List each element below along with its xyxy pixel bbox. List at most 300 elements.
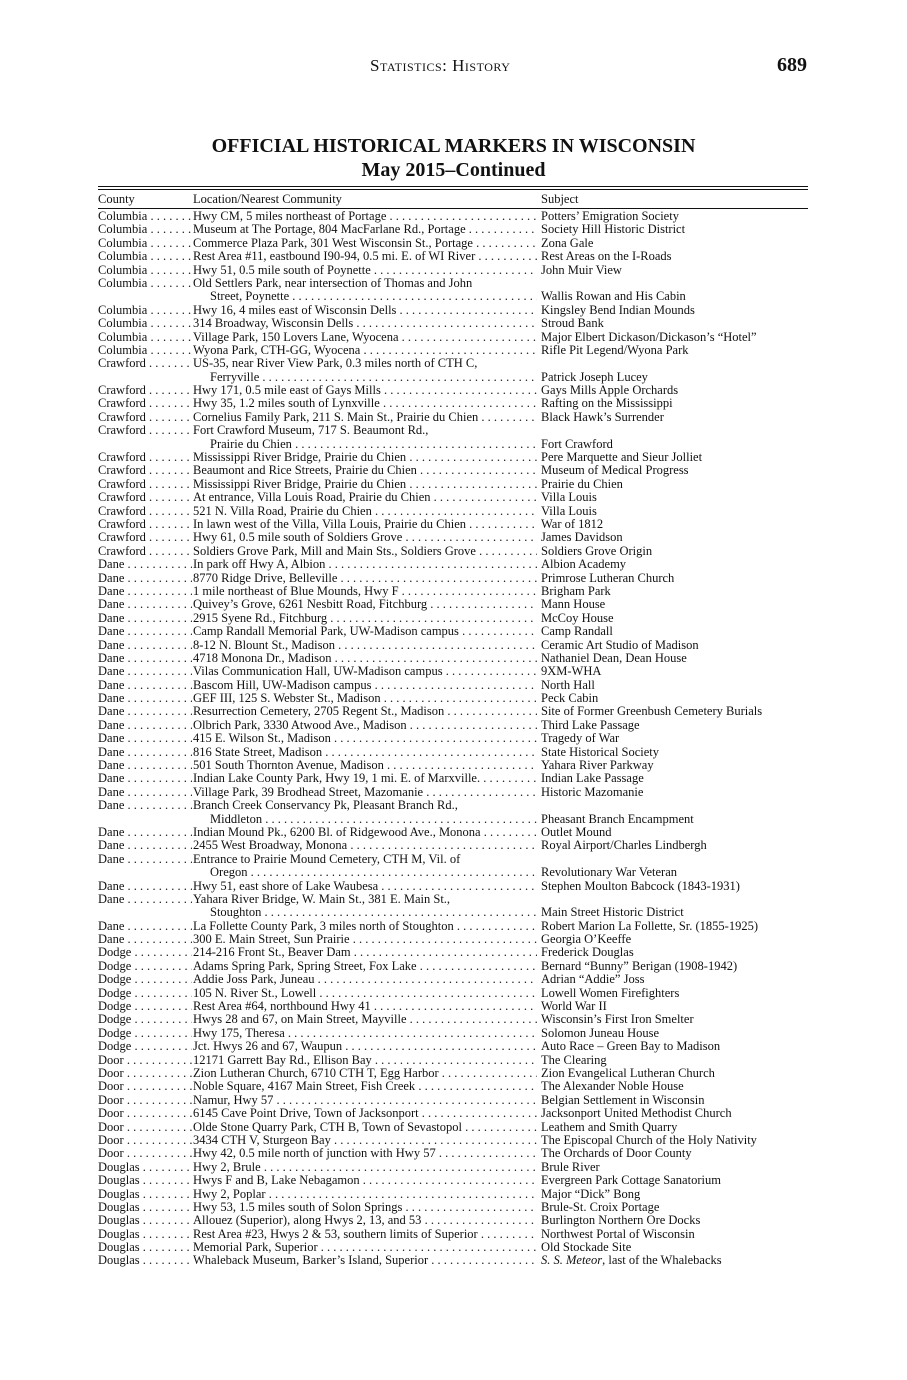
subject-cell: Bernard “Bunny” Berigan (1908-1942) [541,960,811,973]
table-row [98,665,808,678]
row-line [98,424,808,437]
county-cell: Crawford . . . [98,464,192,477]
location-cell-continued: Stoughton . . . [210,906,537,919]
subject-cell: Ceramic Art Studio of Madison [541,639,811,652]
county-cell: Dane . . . [98,826,192,839]
location-cell: Rest Area #23, Hwys 2 & 53, southern limits of Superior . . . [193,1228,537,1241]
location-cell: 214-216 Front St., Beaver Dam . . . [193,946,537,959]
location-cell: Hwy 51, 0.5 mile south of Poynette . . . [193,264,537,277]
subject-cell: Wisconsin’s First Iron Smelter [541,1013,811,1026]
location-cell: Hwy 2, Brule . . . [193,1161,537,1174]
location-cell: GEF III, 125 S. Webster St., Madison . . . [193,692,537,705]
row-line [98,880,808,893]
location-cell: Hwy 61, 0.5 mile south of Soldiers Grove . . . [193,531,537,544]
row-line [98,1134,808,1147]
county-cell: Crawford . . . [98,491,192,504]
row-line [98,1241,808,1254]
subject-cell: 9XM-WHA [541,665,811,678]
table-row [98,531,808,544]
subject-cell: Soldiers Grove Origin [541,545,811,558]
row-line [98,705,808,718]
table-row [98,799,808,826]
table-row [98,652,808,665]
subject-cell: Villa Louis [541,505,811,518]
location-cell: Hwy 16, 4 miles east of Wisconsin Dells . . . [193,304,537,317]
row-line [98,639,808,652]
county-cell: Dane . . . [98,853,192,866]
county-cell: Dane . . . [98,759,192,772]
table-row [98,1241,808,1254]
row-line [98,518,808,531]
subject-cell: Patrick Joseph Lucey [541,371,811,384]
table-row [98,853,808,880]
table-row [98,1254,808,1267]
column-header-location: Location/Nearest Community [193,192,342,206]
county-cell: Crawford . . . [98,424,192,437]
row-line [98,1161,808,1174]
table-row [98,210,808,223]
row-line [98,505,808,518]
row-line [98,1040,808,1053]
table-row [98,250,808,263]
location-cell: 1 mile northeast of Blue Mounds, Hwy F . . . [193,585,537,598]
table-row [98,384,808,397]
row-line [98,1067,808,1080]
location-cell: 314 Broadway, Wisconsin Dells . . . [193,317,537,330]
table-row [98,1134,808,1147]
county-cell: Crawford . . . [98,518,192,531]
county-cell: Dane . . . [98,799,192,812]
row-line [98,1228,808,1241]
row-line [98,960,808,973]
subject-cell: S. S. Meteor, last of the Whalebacks [541,1254,811,1267]
table-row [98,558,808,571]
county-cell: Douglas . . . [98,1174,192,1187]
row-line [98,558,808,571]
location-cell: 8770 Ridge Drive, Belleville . . . [193,572,537,585]
row-line [98,853,808,866]
subject-cell: Royal Airport/Charles Lindbergh [541,839,811,852]
table-row [98,424,808,451]
row-line [98,371,808,384]
subject-cell: Belgian Settlement in Wisconsin [541,1094,811,1107]
location-cell: Branch Creek Conservancy Pk, Pleasant Branch Rd., [193,799,458,813]
county-cell: Dodge . . . [98,960,192,973]
subject-cell: Adrian “Addie” Joss [541,973,811,986]
location-cell: Hwys 28 and 67, on Main Street, Mayville . . . [193,1013,537,1026]
table-row [98,277,808,304]
county-cell: Door . . . [98,1054,192,1067]
county-cell: Douglas . . . [98,1241,192,1254]
county-cell: Dodge . . . [98,1000,192,1013]
row-line [98,1000,808,1013]
row-line [98,799,808,812]
location-cell: Mississippi River Bridge, Prairie du Chien . . . [193,478,537,491]
county-cell: Columbia . . . [98,223,192,236]
county-cell: Dane . . . [98,679,192,692]
table-row [98,946,808,959]
county-cell: Dodge . . . [98,973,192,986]
table-row [98,598,808,611]
table-row [98,1040,808,1053]
county-cell: Dane . . . [98,933,192,946]
location-cell: 8-12 N. Blount St., Madison . . . [193,639,537,652]
subject-cell: Major “Dick” Bong [541,1188,811,1201]
location-cell: Hwy 2, Poplar . . . [193,1188,537,1201]
row-line [98,652,808,665]
county-cell: Dane . . . [98,839,192,852]
subject-cell: John Muir View [541,264,811,277]
subject-cell: Frederick Douglas [541,946,811,959]
county-cell: Columbia . . . [98,250,192,263]
subject-cell: Potters’ Emigration Society [541,210,811,223]
column-header-county: County [98,192,135,206]
row-line [98,906,808,919]
row-line [98,625,808,638]
table-row [98,1054,808,1067]
top-rule-double [98,189,808,190]
county-cell: Dane . . . [98,625,192,638]
row-line [98,1013,808,1026]
header-rule [98,208,808,209]
table-row [98,1094,808,1107]
page-subtitle: May 2015–Continued [361,159,546,181]
row-line [98,692,808,705]
table-row [98,973,808,986]
subject-cell: Zion Evangelical Lutheran Church [541,1067,811,1080]
location-cell: Jct. Hwys 26 and 67, Waupun . . . [193,1040,537,1053]
location-cell: 415 E. Wilson St., Madison . . . [193,732,537,745]
table-row [98,705,808,718]
location-cell: 2915 Syene Rd., Fitchburg . . . [193,612,537,625]
running-title: Statistics: History [370,56,511,75]
table-row [98,1188,808,1201]
subject-cell: Outlet Mound [541,826,811,839]
subject-cell: Brule-St. Croix Portage [541,1201,811,1214]
subject-cell: Georgia O’Keeffe [541,933,811,946]
table-row [98,839,808,852]
county-cell: Columbia . . . [98,304,192,317]
location-cell: Olbrich Park, 3330 Atwood Ave., Madison . . . [193,719,537,732]
row-line [98,317,808,330]
running-head [0,56,907,80]
subject-cell: Solomon Juneau House [541,1027,811,1040]
location-cell: At entrance, Villa Louis Road, Prairie du Chien . . . [193,491,537,504]
county-cell: Columbia . . . [98,344,192,357]
county-cell: Dane . . . [98,772,192,785]
location-cell: Hwy 35, 1.2 miles south of Lynxville . . . [193,397,537,410]
location-cell: Namur, Hwy 57 . . . [193,1094,537,1107]
county-cell: Columbia . . . [98,277,192,290]
row-line [98,1174,808,1187]
row-line [98,1254,808,1267]
location-cell-continued: Middleton . . . [210,813,537,826]
location-cell: Noble Square, 4167 Main Street, Fish Creek . . . [193,1080,537,1093]
location-cell: Bascom Hill, UW-Madison campus . . . [193,679,537,692]
table-row [98,746,808,759]
row-line [98,438,808,451]
county-cell: Door . . . [98,1080,192,1093]
location-cell-continued: Oregon . . . [210,866,537,879]
subject-cell: Yahara River Parkway [541,759,811,772]
table-row [98,505,808,518]
county-cell: Crawford . . . [98,478,192,491]
subject-cell: Pere Marquette and Sieur Jolliet [541,451,811,464]
county-cell: Door . . . [98,1147,192,1160]
location-cell: Hwys F and B, Lake Nebagamon . . . [193,1174,537,1187]
table-row [98,464,808,477]
county-cell: Crawford . . . [98,397,192,410]
location-cell: Museum at The Portage, 804 MacFarlane Rd., Portage . . . [193,223,537,236]
row-line [98,1054,808,1067]
table-row [98,264,808,277]
location-cell: Beaumont and Rice Streets, Prairie du Chien . . . [193,464,537,477]
row-line [98,1201,808,1214]
location-cell: Hwy 53, 1.5 miles south of Solon Springs . . . [193,1201,537,1214]
location-cell: Village Park, 150 Lovers Lane, Wyocena . . . [193,331,537,344]
page-number: 689 [777,54,807,76]
subject-cell: Villa Louis [541,491,811,504]
subject-cell: Burlington Northern Ore Docks [541,1214,811,1227]
location-cell: Rest Area #11, eastbound I90-94, 0.5 mi. E. of WI River . . . [193,250,537,263]
county-cell: Columbia . . . [98,331,192,344]
table-row [98,1067,808,1080]
county-cell: Dane . . . [98,572,192,585]
county-cell: Crawford . . . [98,357,192,370]
county-cell: Dane . . . [98,692,192,705]
county-cell: Columbia . . . [98,264,192,277]
location-cell: 2455 West Broadway, Monona . . . [193,839,537,852]
row-line [98,210,808,223]
location-cell: Village Park, 39 Brodhead Street, Mazomanie . . . [193,786,537,799]
subject-cell: James Davidson [541,531,811,544]
subject-cell: Indian Lake Passage [541,772,811,785]
county-cell: Columbia . . . [98,210,192,223]
location-cell: In park off Hwy A, Albion . . . [193,558,537,571]
county-cell: Crawford . . . [98,451,192,464]
row-line [98,451,808,464]
location-cell: Commerce Plaza Park, 301 West Wisconsin St., Portage . . . [193,237,537,250]
subject-cell: Rafting on the Mississippi [541,397,811,410]
row-line [98,585,808,598]
location-cell: 4718 Monona Dr., Madison . . . [193,652,537,665]
table-row [98,786,808,799]
subject-cell: Robert Marion La Follette, Sr. (1855-1925) [541,920,811,933]
subject-cell: The Clearing [541,1054,811,1067]
table-row [98,1214,808,1227]
location-cell: Indian Lake County Park, Hwy 19, 1 mi. E. of Marxville. . . . [193,772,537,785]
location-cell: Hwy 175, Theresa . . . [193,1027,537,1040]
column-header-subject: Subject [541,192,579,206]
table-row [98,585,808,598]
table-row [98,397,808,410]
row-line [98,719,808,732]
table-row [98,987,808,1000]
table-row [98,478,808,491]
row-line [98,813,808,826]
table-row [98,331,808,344]
location-cell: 12171 Garrett Bay Rd., Ellison Bay . . . [193,1054,537,1067]
subject-cell: Brule River [541,1161,811,1174]
subject-cell: Major Elbert Dickason/Dickason’s “Hotel” [541,331,811,344]
county-cell: Douglas . . . [98,1214,192,1227]
row-line [98,290,808,303]
subject-cell: Jacksonport United Methodist Church [541,1107,811,1120]
table-row [98,1147,808,1160]
subject-cell: Peck Cabin [541,692,811,705]
location-cell: Memorial Park, Superior . . . [193,1241,537,1254]
location-cell: Adams Spring Park, Spring Street, Fox Lake . . . [193,960,537,973]
table-row [98,317,808,330]
subject-cell: State Historical Society [541,746,811,759]
table-row [98,1228,808,1241]
row-line [98,250,808,263]
subject-cell: Auto Race – Green Bay to Madison [541,1040,811,1053]
subject-cell: Rest Areas on the I-Roads [541,250,811,263]
subject-cell: Third Lake Passage [541,719,811,732]
location-cell: Zion Lutheran Church, 6710 CTH T, Egg Harbor . . . [193,1067,537,1080]
table-row [98,1000,808,1013]
location-cell: Whaleback Museum, Barker’s Island, Superior . . . [193,1254,537,1267]
county-cell: Dodge . . . [98,946,192,959]
location-cell: 816 State Street, Madison . . . [193,746,537,759]
row-line [98,987,808,1000]
row-line [98,264,808,277]
subject-cell: Kingsley Bend Indian Mounds [541,304,811,317]
table-row [98,612,808,625]
row-line [98,237,808,250]
table-row [98,679,808,692]
subject-cell: Revolutionary War Veteran [541,866,811,879]
location-cell-continued: Prairie du Chien . . . [210,438,537,451]
county-cell: Dane . . . [98,732,192,745]
markers-table [98,210,808,1268]
subject-cell: The Episcopal Church of the Holy Nativity [541,1134,811,1147]
page-title: OFFICIAL HISTORICAL MARKERS IN WISCONSIN [211,135,696,157]
table-row [98,826,808,839]
table-row [98,1027,808,1040]
location-cell: Entrance to Prairie Mound Cemetery, CTH M, Vil. of [193,852,461,866]
row-line [98,411,808,424]
county-cell: Dane . . . [98,639,192,652]
subject-cell: Primrose Lutheran Church [541,572,811,585]
row-line [98,384,808,397]
table-row [98,1174,808,1187]
county-cell: Crawford . . . [98,384,192,397]
location-cell: Olde Stone Quarry Park, CTH B, Town of Sevastopol . . . [193,1121,537,1134]
row-line [98,1188,808,1201]
row-line [98,933,808,946]
county-cell: Columbia . . . [98,317,192,330]
table-header [98,192,808,206]
county-cell: Door . . . [98,1107,192,1120]
location-cell: Camp Randall Memorial Park, UW-Madison campus . . . [193,625,537,638]
subject-cell: Wallis Rowan and His Cabin [541,290,811,303]
location-cell-continued: Ferryville . . . [210,371,537,384]
location-cell: Wyona Park, CTH-GG, Wyocena . . . [193,344,537,357]
location-cell: Hwy 42, 0.5 mile north of junction with Hwy 57 . . . [193,1147,537,1160]
subject-cell: Mann House [541,598,811,611]
location-cell: 3434 CTH V, Sturgeon Bay . . . [193,1134,537,1147]
row-line [98,946,808,959]
row-line [98,612,808,625]
row-line [98,679,808,692]
top-rule [98,186,808,187]
table-row [98,960,808,973]
location-cell: Rest Area #64, northbound Hwy 41 . . . [193,1000,537,1013]
county-cell: Douglas . . . [98,1254,192,1267]
location-cell: Indian Mound Pk., 6200 Bl. of Ridgewood Ave., Monona . . . [193,826,537,839]
table-row [98,625,808,638]
table-row [98,1201,808,1214]
subject-cell: World War II [541,1000,811,1013]
county-cell: Dane . . . [98,786,192,799]
row-line [98,478,808,491]
subject-cell: War of 1812 [541,518,811,531]
location-cell: Fort Crawford Museum, 717 S. Beaumont Rd., [193,424,429,438]
location-cell: In lawn west of the Villa, Villa Louis, Prairie du Chien . . . [193,518,537,531]
county-cell: Dodge . . . [98,987,192,1000]
subject-cell: Stroud Bank [541,317,811,330]
row-line [98,732,808,745]
county-cell: Dane . . . [98,920,192,933]
location-cell: Yahara River Bridge, W. Main St., 381 E. Main St., [193,892,451,906]
county-cell: Door . . . [98,1121,192,1134]
subject-cell: Brigham Park [541,585,811,598]
table-row [98,920,808,933]
subject-cell: Camp Randall [541,625,811,638]
table-row [98,491,808,504]
subject-cell: Site of Former Greenbush Cemetery Burials [541,705,811,718]
row-line [98,1214,808,1227]
table-row [98,719,808,732]
row-line [98,1027,808,1040]
subject-cell: Evergreen Park Cottage Sanatorium [541,1174,811,1187]
table-row [98,880,808,893]
table-row [98,545,808,558]
row-line [98,1080,808,1093]
row-line [98,545,808,558]
row-line [98,397,808,410]
table-row [98,772,808,785]
subject-cell: Northwest Portal of Wisconsin [541,1228,811,1241]
table-row [98,1161,808,1174]
county-cell: Douglas . . . [98,1228,192,1241]
county-cell: Dodge . . . [98,1027,192,1040]
row-line [98,665,808,678]
location-cell: 6145 Cave Point Drive, Town of Jacksonport . . . [193,1107,537,1120]
county-cell: Dodge . . . [98,1013,192,1026]
county-cell: Door . . . [98,1134,192,1147]
subject-cell: Zona Gale [541,237,811,250]
subject-cell: Rifle Pit Legend/Wyona Park [541,344,811,357]
subject-cell: Main Street Historic District [541,906,811,919]
location-cell: Addie Joss Park, Juneau . . . [193,973,537,986]
table-row [98,692,808,705]
table-row [98,1013,808,1026]
row-line [98,572,808,585]
row-line [98,866,808,879]
row-line [98,826,808,839]
county-cell: Dane . . . [98,585,192,598]
table-row [98,639,808,652]
subject-cell: McCoy House [541,612,811,625]
row-line [98,277,808,290]
subject-cell: The Orchards of Door County [541,1147,811,1160]
subject-cell: Old Stockade Site [541,1241,811,1254]
county-cell: Dane . . . [98,880,192,893]
county-cell: Columbia . . . [98,237,192,250]
